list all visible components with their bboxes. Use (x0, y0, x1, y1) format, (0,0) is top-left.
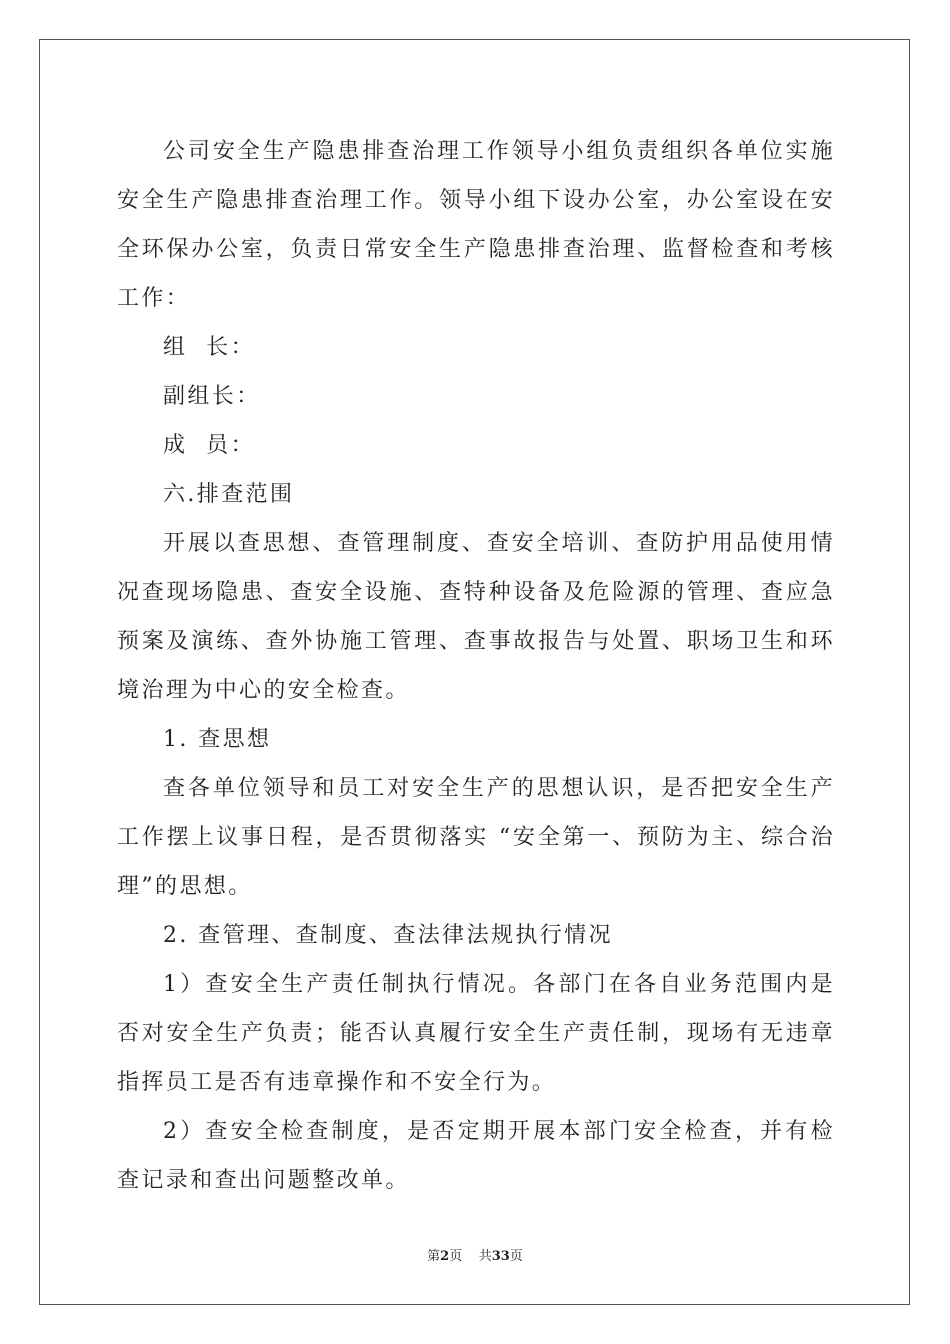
footer-page-number: 2 (440, 1249, 450, 1264)
page-footer (0, 1245, 950, 1264)
paragraph-scope: 开展以查思想、查管理制度、查安全培训、查防护用品使用情况查现场隐患、查安全设施、查特种设备及危险源的管理、查应急预案及演练、查外协施工管理、查事故报告与处置、职场卫生和环境治理为中心的安全检查。 (117, 531, 835, 703)
paragraph-leadership-group: 公司安全生产隐患排查治理工作领导小组负责组织各单位实施安全生产隐患排查治理工作。领导小组下设办公室，办公室设在安全环保办公室，负责日常安全生产隐患排查治理、监督检查和考核工作： (117, 139, 835, 311)
paragraph-inspection-system: 2）查安全检查制度，是否定期开展本部门安全检查，并有检查记录和查出问题整改单。 (117, 1119, 835, 1193)
subheading-check-thinking: 1. 查思想 (163, 727, 272, 752)
subheading-check-management: 2. 查管理、查制度、查法律法规执行情况 (163, 923, 613, 948)
paragraph-check-thinking: 查各单位领导和员工对安全生产的思想认识，是否把安全生产工作摆上议事日程，是否贯彻落实 “安全第一、预防为主、综合治理”的思想。 (117, 776, 835, 899)
paragraph-deputy-leader: 副组长： (163, 384, 261, 409)
footer-total-pages: 33 (491, 1249, 510, 1264)
footer-page-prefix: 第 (427, 1249, 441, 1264)
document-body (117, 127, 835, 1205)
footer-page-mid: 页 共 (449, 1249, 492, 1264)
section-heading-scope: 六.排查范围 (163, 482, 295, 507)
paragraph-group-leader: 组 长： (163, 335, 255, 360)
footer-page-suffix: 页 (509, 1249, 523, 1264)
paragraph-responsibility-system: 1）查安全生产责任制执行情况。各部门在各自业务范围内是否对安全生产负责；能否认真履行安全生产责任制，现场有无违章指挥员工是否有违章操作和不安全行为。 (117, 972, 835, 1095)
paragraph-members: 成 员： (163, 433, 255, 458)
